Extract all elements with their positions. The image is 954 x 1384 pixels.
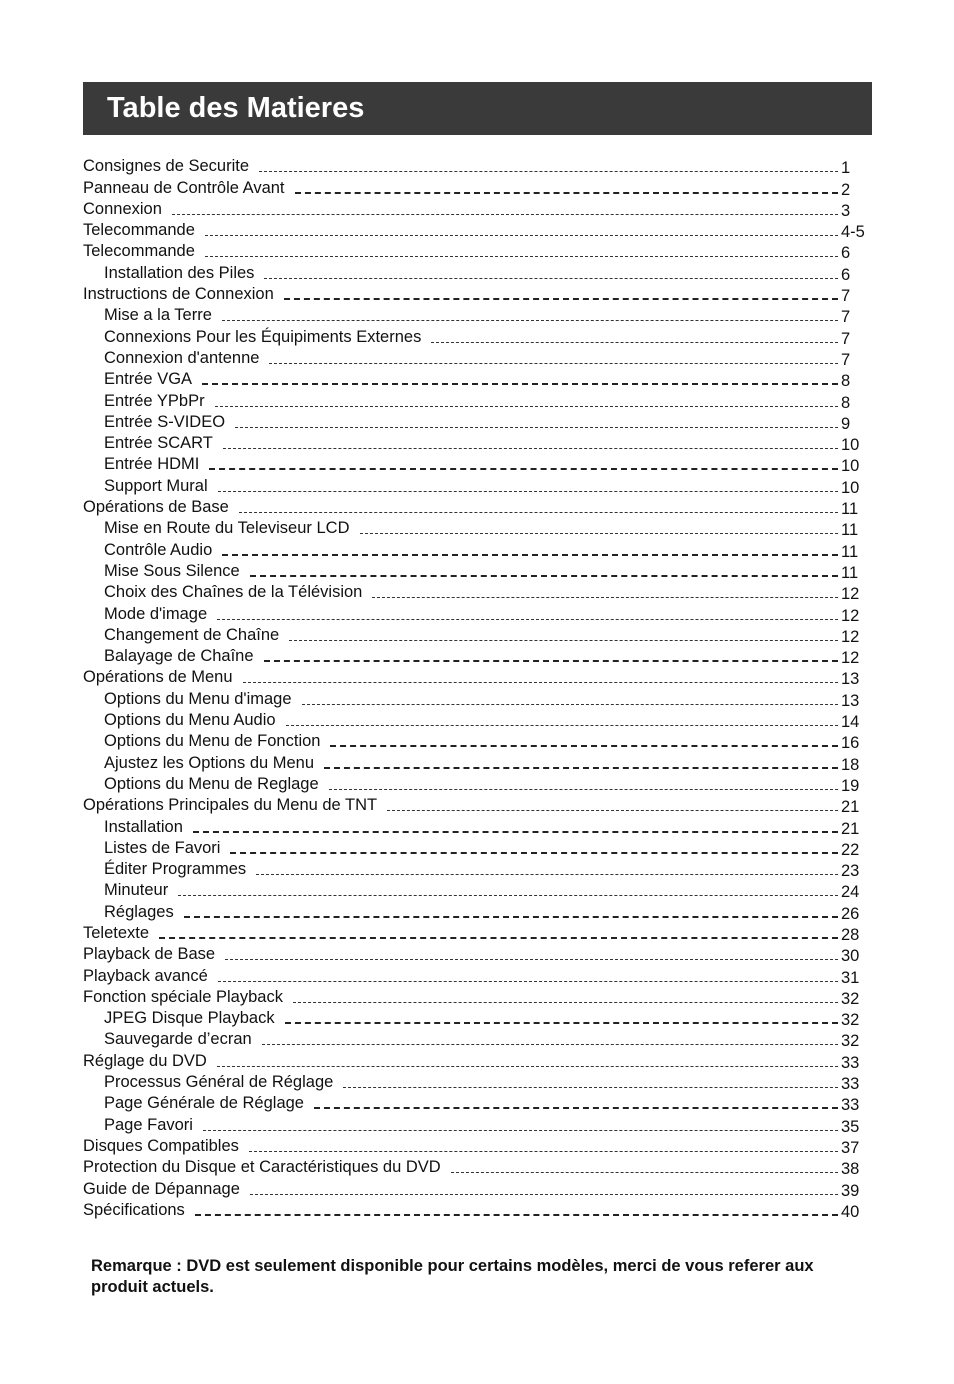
toc-entry[interactable] <box>83 1071 873 1092</box>
toc-entry[interactable] <box>83 964 873 985</box>
toc-dot-leader <box>387 810 838 811</box>
toc-entry[interactable] <box>83 1007 873 1028</box>
toc-dot-leader <box>264 278 838 279</box>
toc-entry[interactable] <box>83 411 873 432</box>
toc-entry[interactable] <box>83 794 873 815</box>
toc-entry-page-number: 33 <box>841 1075 860 1094</box>
toc-entry[interactable] <box>83 240 873 261</box>
toc-entry[interactable] <box>83 666 873 687</box>
toc-entry-page-number: 21 <box>841 798 860 817</box>
toc-entry-page-number: 11 <box>841 542 859 561</box>
toc-entry-page-number: 33 <box>841 1053 860 1072</box>
toc-dot-leader <box>205 256 838 257</box>
toc-entry-label: JPEG Disque Playback <box>104 1009 275 1028</box>
toc-entry-page-number: 33 <box>841 1096 860 1115</box>
toc-entry-page-number: 13 <box>841 691 860 710</box>
toc-entry-page-number: 13 <box>841 670 860 689</box>
toc-entry-label: Entrée S-VIDEO <box>104 412 226 431</box>
toc-entry-label: Playback de Base <box>83 945 216 964</box>
toc-entry-page-number: 18 <box>841 755 860 774</box>
toc-entry[interactable] <box>83 1028 873 1049</box>
toc-entry-page-number: 23 <box>841 862 860 881</box>
toc-dot-leader <box>178 895 838 896</box>
toc-dot-leader <box>451 1172 838 1173</box>
toc-entry-page-number: 7 <box>841 287 851 306</box>
toc-entry-label: Opérations de Menu <box>83 668 233 687</box>
toc-entry-page-number: 40 <box>841 1202 860 1221</box>
toc-entry[interactable] <box>83 389 873 410</box>
toc-entry-label: Telecommande <box>83 221 195 240</box>
toc-entry-page-number: 16 <box>841 734 860 753</box>
toc-dot-leader <box>360 533 839 534</box>
toc-entry-label: Choix des Chaînes de la Télévision <box>104 583 363 602</box>
toc-entry-label: Disques Compatibles <box>83 1136 239 1155</box>
toc-dot-leader <box>330 745 838 747</box>
toc-dot-leader <box>314 1107 838 1109</box>
toc-entry[interactable] <box>83 198 873 219</box>
toc-entry-label: Changement de Chaîne <box>104 625 280 644</box>
toc-dot-leader <box>225 959 838 960</box>
toc-dot-leader <box>289 640 838 641</box>
toc-entry-label: Spécifications <box>83 1200 185 1219</box>
toc-entry[interactable] <box>83 773 873 794</box>
toc-entry-label: Options du Menu de Reglage <box>104 774 319 793</box>
toc-entry[interactable] <box>83 538 873 559</box>
toc-entry-page-number: 19 <box>841 776 860 795</box>
toc-dot-leader <box>250 575 838 577</box>
toc-entry-page-number: 10 <box>841 436 860 455</box>
toc-entry-label: Instructions de Connexion <box>83 285 274 304</box>
toc-entry-page-number: 8 <box>841 393 851 412</box>
toc-entry-page-number: 24 <box>841 883 860 902</box>
toc-entry-page-number: 7 <box>841 350 851 369</box>
toc-dot-leader <box>223 448 838 449</box>
toc-entry[interactable] <box>83 837 873 858</box>
toc-entry-page-number: 32 <box>841 1011 860 1030</box>
toc-dot-leader <box>269 363 838 364</box>
toc-entry-label: Connexion <box>83 199 162 218</box>
page-title: Table des Matieres <box>107 92 365 124</box>
toc-entry[interactable] <box>83 304 873 325</box>
toc-dot-leader <box>324 767 838 769</box>
toc-entry-label: Opérations Principales du Menu de TNT <box>83 796 378 815</box>
toc-entry-page-number: 10 <box>841 457 860 476</box>
toc-entry-label: Installation <box>104 817 183 836</box>
toc-entry-page-number: 28 <box>841 925 860 944</box>
toc-entry-label: Options du Menu Audio <box>104 711 276 730</box>
toc-dot-leader <box>431 342 838 343</box>
toc-dot-leader <box>249 1151 838 1152</box>
toc-dot-leader <box>184 916 838 918</box>
toc-entry-label: Playback avancé <box>83 966 208 985</box>
toc-entry[interactable] <box>83 943 873 964</box>
toc-entry[interactable] <box>83 922 873 943</box>
toc-entry-page-number: 12 <box>841 649 860 668</box>
toc-entry-page-number: 12 <box>841 606 860 625</box>
toc-entry-label: Protection du Disque et Caractéristiques du DVD <box>83 1158 441 1177</box>
toc-entry-page-number: 22 <box>841 840 860 859</box>
toc-dot-leader <box>256 874 838 875</box>
toc-entry-page-number: 1 <box>841 159 851 178</box>
toc-dot-leader <box>293 1002 838 1003</box>
toc-entry[interactable] <box>83 1092 873 1113</box>
toc-dot-leader <box>295 192 838 194</box>
toc-entry[interactable] <box>83 858 873 879</box>
toc-dot-leader <box>172 214 838 215</box>
toc-entry-label: Éditer Programmes <box>104 860 247 879</box>
toc-entry-label: Opérations de Base <box>83 498 229 517</box>
toc-entry[interactable] <box>83 687 873 708</box>
toc-entry-page-number: 14 <box>841 713 860 732</box>
toc-entry-label: Mise a la Terre <box>104 306 212 325</box>
toc-entry-label: Entrée SCART <box>104 434 213 453</box>
toc-entry-page-number: 39 <box>841 1181 860 1200</box>
toc-dot-leader <box>264 660 838 662</box>
toc-entry[interactable] <box>83 1135 873 1156</box>
toc-entry-label: Contrôle Audio <box>104 540 213 559</box>
toc-entry[interactable] <box>83 453 873 474</box>
toc-entry-page-number: 30 <box>841 947 860 966</box>
toc-entry[interactable] <box>83 900 873 921</box>
toc-entry[interactable] <box>83 730 873 751</box>
toc-dot-leader <box>284 298 838 300</box>
toc-entry-page-number: 9 <box>841 414 851 433</box>
toc-dot-leader <box>230 852 838 854</box>
toc-dot-leader <box>302 704 838 705</box>
toc-entry-label: Processus Général de Réglage <box>104 1073 334 1092</box>
toc-entry[interactable] <box>83 368 873 389</box>
toc-entry-page-number: 7 <box>841 308 851 327</box>
toc-dot-leader <box>262 1044 838 1045</box>
toc-entry[interactable] <box>83 1113 873 1134</box>
toc-entry-label: Entrée YPbPr <box>104 391 205 410</box>
toc-dot-leader <box>285 1022 838 1024</box>
toc-entry-label: Page Générale de Réglage <box>104 1094 304 1113</box>
toc-entry-label: Mise en Route du Televiseur LCD <box>104 519 350 538</box>
toc-entry-page-number: 26 <box>841 904 860 923</box>
toc-dot-leader <box>159 937 838 939</box>
toc-entry-label: Connexion d'antenne <box>104 348 260 367</box>
toc-dot-leader <box>222 554 838 556</box>
toc-entry-label: Support Mural <box>104 476 208 495</box>
toc-entry-page-number: 6 <box>841 244 851 263</box>
toc-entry[interactable] <box>83 709 873 730</box>
toc-entry[interactable] <box>83 645 873 666</box>
toc-dot-leader <box>209 468 838 470</box>
toc-dot-leader <box>250 1194 838 1195</box>
toc-entry-label: Connexions Pour les Équipiments Externes <box>104 327 422 346</box>
toc-entry-page-number: 10 <box>841 478 860 497</box>
toc-entry[interactable] <box>83 1049 873 1070</box>
toc-entry-page-number: 11 <box>841 563 859 582</box>
toc-entry[interactable] <box>83 219 873 240</box>
toc-entry-label: Mode d'image <box>104 604 208 623</box>
toc-entry[interactable] <box>83 560 873 581</box>
toc-entry-label: Réglage du DVD <box>83 1051 207 1070</box>
toc-entry[interactable] <box>83 1177 873 1198</box>
toc-dot-leader <box>217 619 838 620</box>
toc-entry-label: Telecommande <box>83 242 195 261</box>
toc-entry[interactable] <box>83 517 873 538</box>
toc-dot-leader <box>259 171 838 172</box>
toc-dot-leader <box>286 725 838 726</box>
toc-entry[interactable] <box>83 432 873 453</box>
toc-entry-page-number: 12 <box>841 627 860 646</box>
toc-entry[interactable] <box>83 474 873 495</box>
toc-entry-label: Ajustez les Options du Menu <box>104 753 315 772</box>
toc-entry-page-number: 6 <box>841 265 851 284</box>
toc-entry[interactable] <box>83 879 873 900</box>
toc-entry-page-number: 38 <box>841 1160 860 1179</box>
toc-entry[interactable] <box>83 283 873 304</box>
toc-entry-label: Mise Sous Silence <box>104 561 240 580</box>
toc-entry-page-number: 37 <box>841 1138 860 1157</box>
toc-entry-label: Minuteur <box>104 881 169 900</box>
toc-dot-leader <box>329 789 838 790</box>
toc-dot-leader <box>215 406 838 407</box>
toc-entry-label: Fonction spéciale Playback <box>83 987 283 1006</box>
toc-entry-page-number: 21 <box>841 819 860 838</box>
toc-entry-label: Listes de Favori <box>104 838 221 857</box>
toc-entry-page-number: 11 <box>841 521 859 540</box>
title-bar <box>83 82 872 135</box>
toc-entry[interactable] <box>83 602 873 623</box>
toc-entry-label: Panneau de Contrôle Avant <box>83 178 285 197</box>
toc-entry[interactable] <box>83 581 873 602</box>
toc-dot-leader <box>372 597 838 598</box>
toc-entry[interactable] <box>83 624 873 645</box>
toc-entry[interactable] <box>83 751 873 772</box>
toc-entry-label: Teletexte <box>83 923 150 942</box>
toc-dot-leader <box>217 1066 838 1067</box>
toc-dot-leader <box>239 512 838 513</box>
toc-entry-page-number: 3 <box>841 201 851 220</box>
toc-entry[interactable] <box>83 815 873 836</box>
toc-entry-page-number: 4-5 <box>841 223 865 242</box>
toc-entry[interactable] <box>83 986 873 1007</box>
toc-entry-page-number: 31 <box>841 968 860 987</box>
toc-dot-leader <box>195 1214 838 1216</box>
remark-note: Remarque : DVD est seulement disponible pour certains modèles, merci de vous referer aux produit actuels. <box>91 1257 814 1296</box>
toc-dot-leader <box>203 1130 838 1131</box>
toc-entry-page-number: 7 <box>841 329 851 348</box>
toc-entry-label: Installation des Piles <box>104 263 255 282</box>
toc-entry[interactable] <box>83 176 873 197</box>
toc-entry[interactable] <box>83 325 873 346</box>
toc-entry[interactable] <box>83 347 873 368</box>
toc-dot-leader <box>202 383 838 385</box>
toc-entry[interactable] <box>83 261 873 282</box>
toc-entry-label: Guide de Dépannage <box>83 1179 240 1198</box>
toc-entry-page-number: 35 <box>841 1117 860 1136</box>
table-of-contents <box>83 155 873 1220</box>
toc-entry-label: Entrée HDMI <box>104 455 200 474</box>
toc-entry[interactable] <box>83 1156 873 1177</box>
toc-entry-label: Consignes de Securite <box>83 157 250 176</box>
toc-entry-label: Sauvegarde d’ecran <box>104 1030 252 1049</box>
toc-entry-page-number: 2 <box>841 180 851 199</box>
toc-entry-page-number: 12 <box>841 585 860 604</box>
toc-dot-leader <box>243 682 838 683</box>
toc-entry[interactable] <box>83 1199 873 1220</box>
toc-entry-label: Réglages <box>104 902 174 921</box>
toc-entry-page-number: 11 <box>841 500 859 519</box>
toc-entry-label: Options du Menu d'image <box>104 689 292 708</box>
toc-dot-leader <box>193 831 838 833</box>
toc-entry[interactable] <box>83 496 873 517</box>
toc-entry-page-number: 32 <box>841 989 860 1008</box>
toc-entry-label: Page Favori <box>104 1115 193 1134</box>
toc-dot-leader <box>218 981 838 982</box>
toc-entry-page-number: 8 <box>841 372 851 391</box>
toc-entry-label: Balayage de Chaîne <box>104 647 254 666</box>
toc-dot-leader <box>343 1087 838 1088</box>
toc-dot-leader <box>218 491 838 492</box>
toc-dot-leader <box>205 235 838 236</box>
toc-entry-label: Entrée VGA <box>104 370 193 389</box>
toc-dot-leader <box>235 427 838 428</box>
toc-entry-label: Options du Menu de Fonction <box>104 732 321 751</box>
toc-dot-leader <box>222 320 838 321</box>
toc-entry[interactable] <box>83 155 873 176</box>
toc-entry-page-number: 32 <box>841 1032 860 1051</box>
